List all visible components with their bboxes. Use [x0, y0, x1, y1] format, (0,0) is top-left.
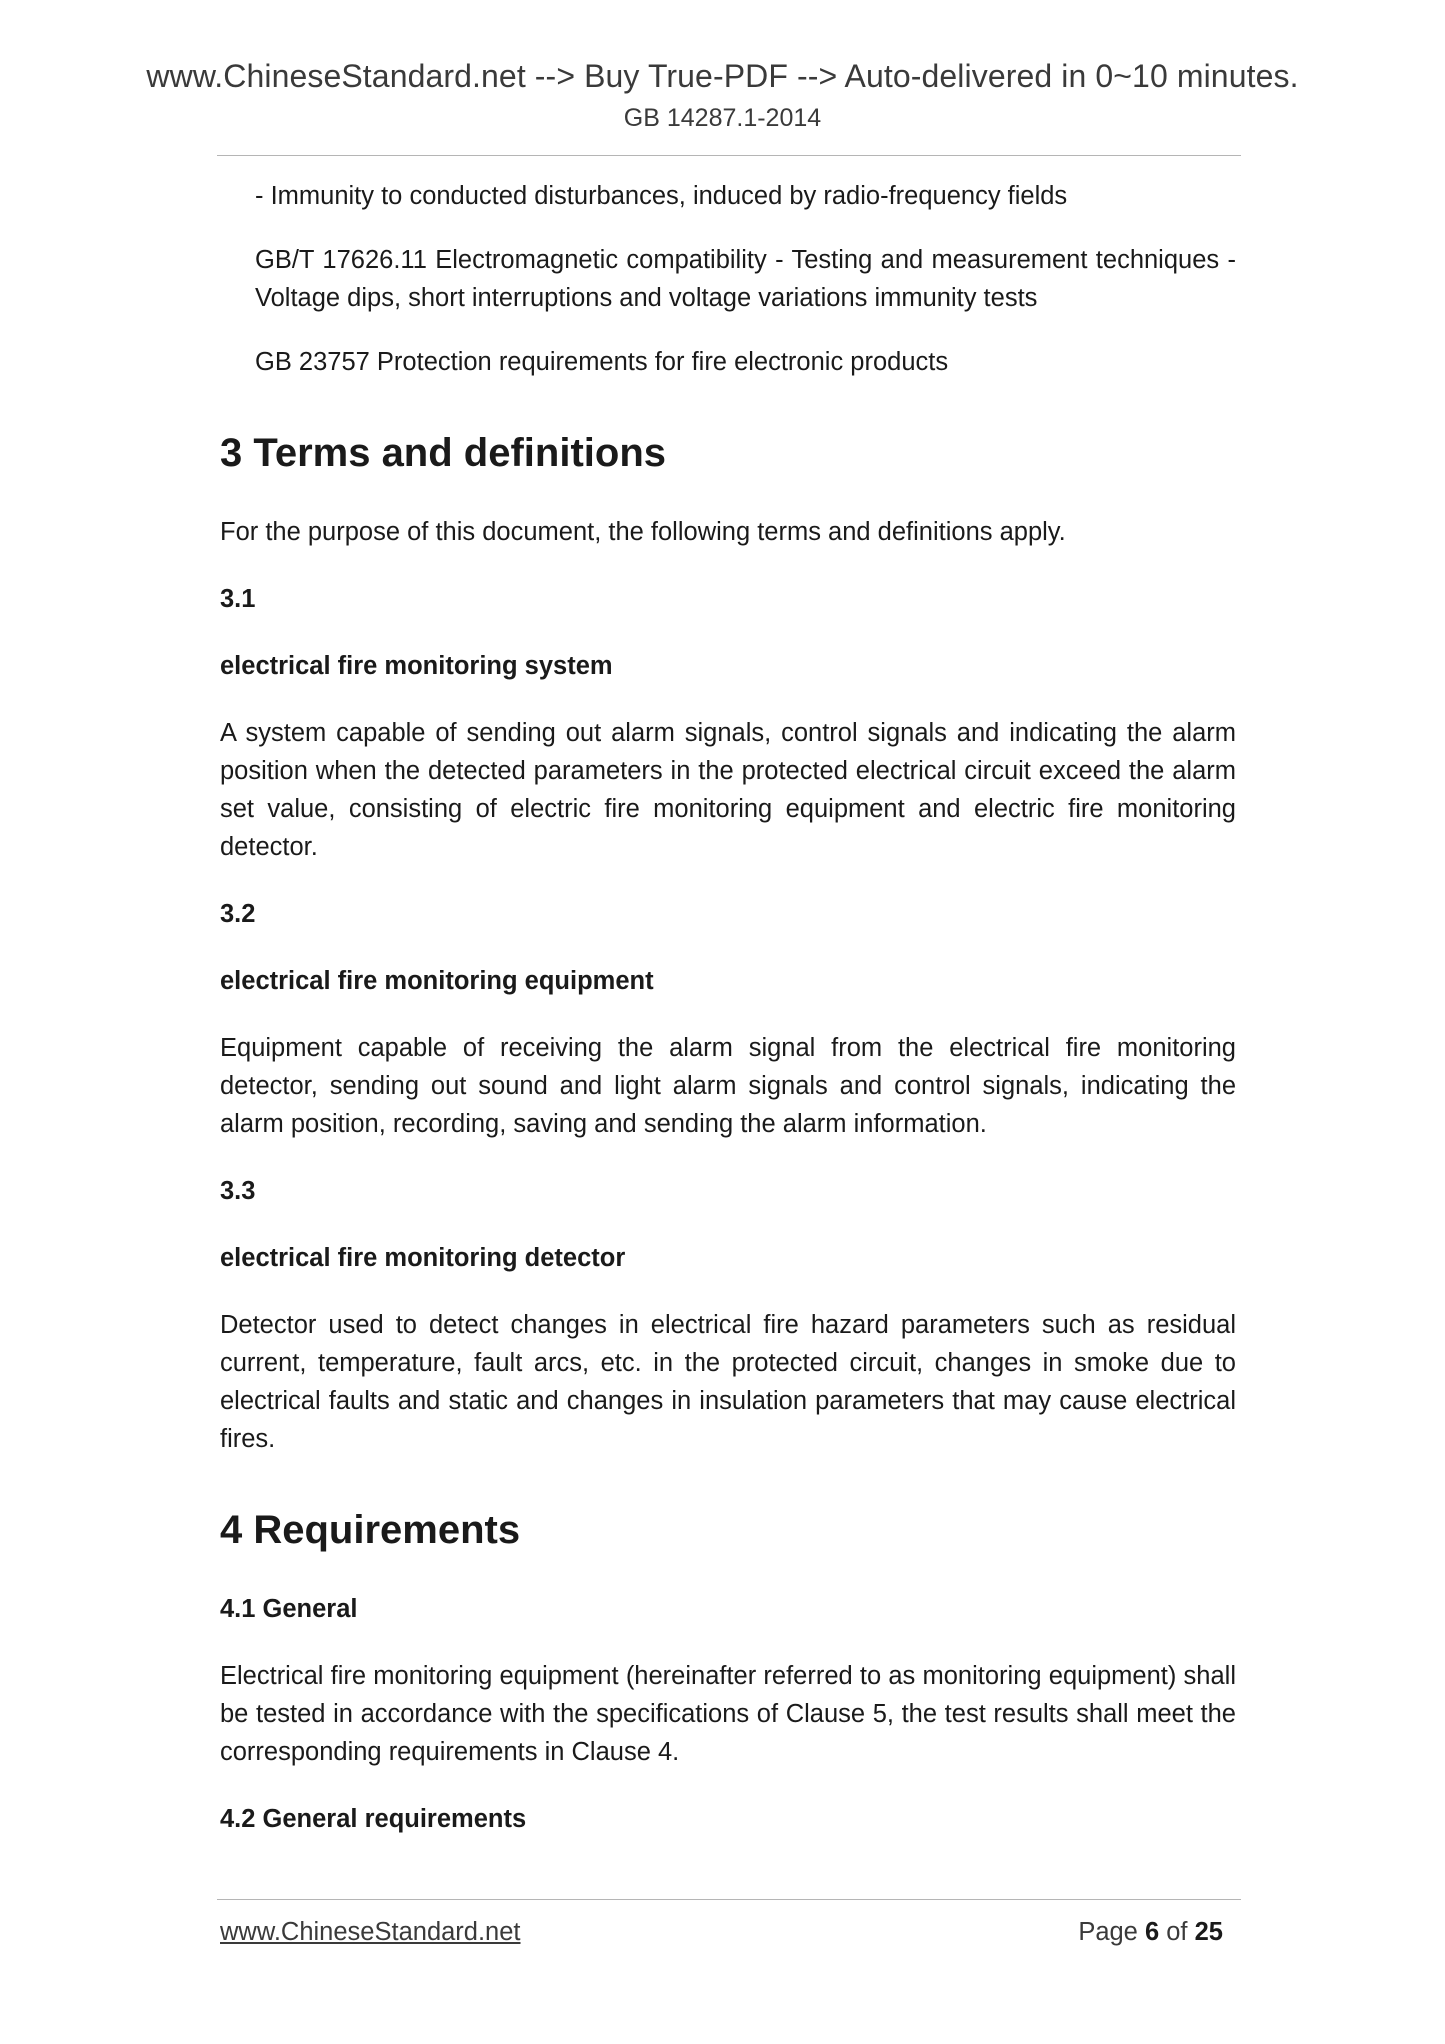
term-definition: A system capable of sending out alarm signals, control signals and indicating the alarm position when the detected parameters in the protected electrical circuit exceed the alarm set value, consisting of electric fire monitoring equipment and electric fire monitoring detector. [220, 719, 1236, 861]
reference-item: GB 23757 Protection requirements for fire electronic products [255, 348, 949, 376]
footer-divider [217, 1899, 1241, 1900]
page-total: 25 [1194, 1918, 1223, 1946]
section-heading-requirements: 4 Requirements [220, 1508, 521, 1552]
footer-website-link[interactable]: www.ChineseStandard.net [220, 1918, 521, 1946]
document-code: GB 14287.1-2014 [623, 104, 822, 132]
page-body [220, 177, 1236, 1867]
subsection-heading-general-requirements: 4.2 General requirements [220, 1805, 527, 1833]
header-divider [217, 155, 1241, 156]
term-title: electrical fire monitoring detector [220, 1244, 626, 1272]
section-intro: For the purpose of this document, the following terms and definitions apply. [220, 518, 1066, 546]
general-paragraph: Electrical fire monitoring equipment (hereinafter referred to as monitoring equipment) shall be tested in accordance with the specifications of Clause 5, the test results shall meet the corresponding requirements in Clause 4. [220, 1662, 1236, 1766]
subsection-heading-general: 4.1 General [220, 1595, 358, 1623]
clause-number: 3.1 [220, 585, 256, 613]
clause-number: 3.2 [220, 900, 256, 928]
header-banner: www.ChineseStandard.net --> Buy True-PDF --> Auto-delivered in 0~10 minutes. [146, 58, 1299, 94]
page-of: of [1166, 1918, 1188, 1946]
section-heading-terms: 3 Terms and definitions [220, 431, 666, 475]
term-title: electrical fire monitoring system [220, 652, 613, 680]
term-definition: Equipment capable of receiving the alarm signal from the electrical fire monitoring detector, sending out sound and light alarm signals and control signals, indicating the alarm position, recording, saving and sending the alarm information. [220, 1034, 1236, 1138]
reference-item: - Immunity to conducted disturbances, induced by radio-frequency fields [255, 182, 1068, 210]
page-prefix: Page [1078, 1918, 1138, 1946]
term-definition: Detector used to detect changes in electrical fire hazard parameters such as residual current, temperature, fault arcs, etc. in the protected circuit, changes in smoke due to electrical faults and static and changes in insulation parameters that may cause electrical fires. [220, 1311, 1236, 1453]
term-title: electrical fire monitoring equipment [220, 967, 654, 995]
clause-number: 3.3 [220, 1177, 256, 1205]
reference-item: GB/T 17626.11 Electromagnetic compatibility - Testing and measurement techniques - Voltage dips, short interruptions and voltage variations immunity tests [255, 246, 1236, 312]
page-current: 6 [1144, 1918, 1160, 1946]
page-number [1078, 1918, 1223, 1947]
